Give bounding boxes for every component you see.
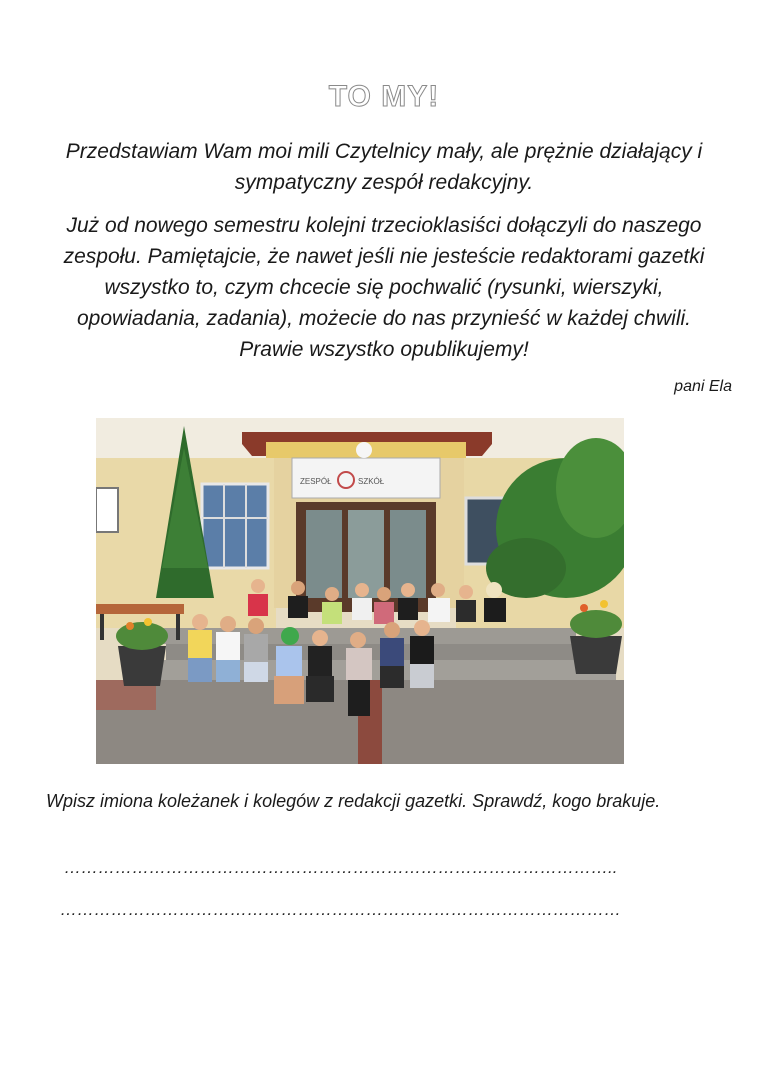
signature: pani Ela xyxy=(674,378,732,395)
body-paragraph: Już od nowego semestru kolejni trzecioklasiści dołączyli do naszego zespołu. Pamiętajcie, że nawet jeśli nie jesteście redaktorami gazetki wszystko to, czym chcecie się pochwalić (rysunki, wierszyki, opowiadania, zadania), możecie do nas przynieść w każdej chwili. Prawie wszystko opublikujemy! xyxy=(63,214,705,361)
page-title: TO MY! xyxy=(328,80,440,113)
photo-sign-left: ZESPÓŁ xyxy=(300,477,332,486)
answer-line-1[interactable]: …………………………………………………………………………………….. xyxy=(64,858,618,877)
group-photo xyxy=(96,418,624,764)
photo-sign-right: SZKÓŁ xyxy=(358,477,385,486)
task-instruction: Wpisz imiona koleżanek i kolegów z redakcji gazetki. Sprawdź, kogo brakuje. xyxy=(46,791,661,811)
intro-paragraph: Przedstawiam Wam moi mili Czytelnicy mały, ale prężnie działający i sympatyczny zespół redakcyjny. xyxy=(65,140,703,194)
answer-line-2[interactable]: ……………………………………………………………………………………… xyxy=(60,900,621,919)
